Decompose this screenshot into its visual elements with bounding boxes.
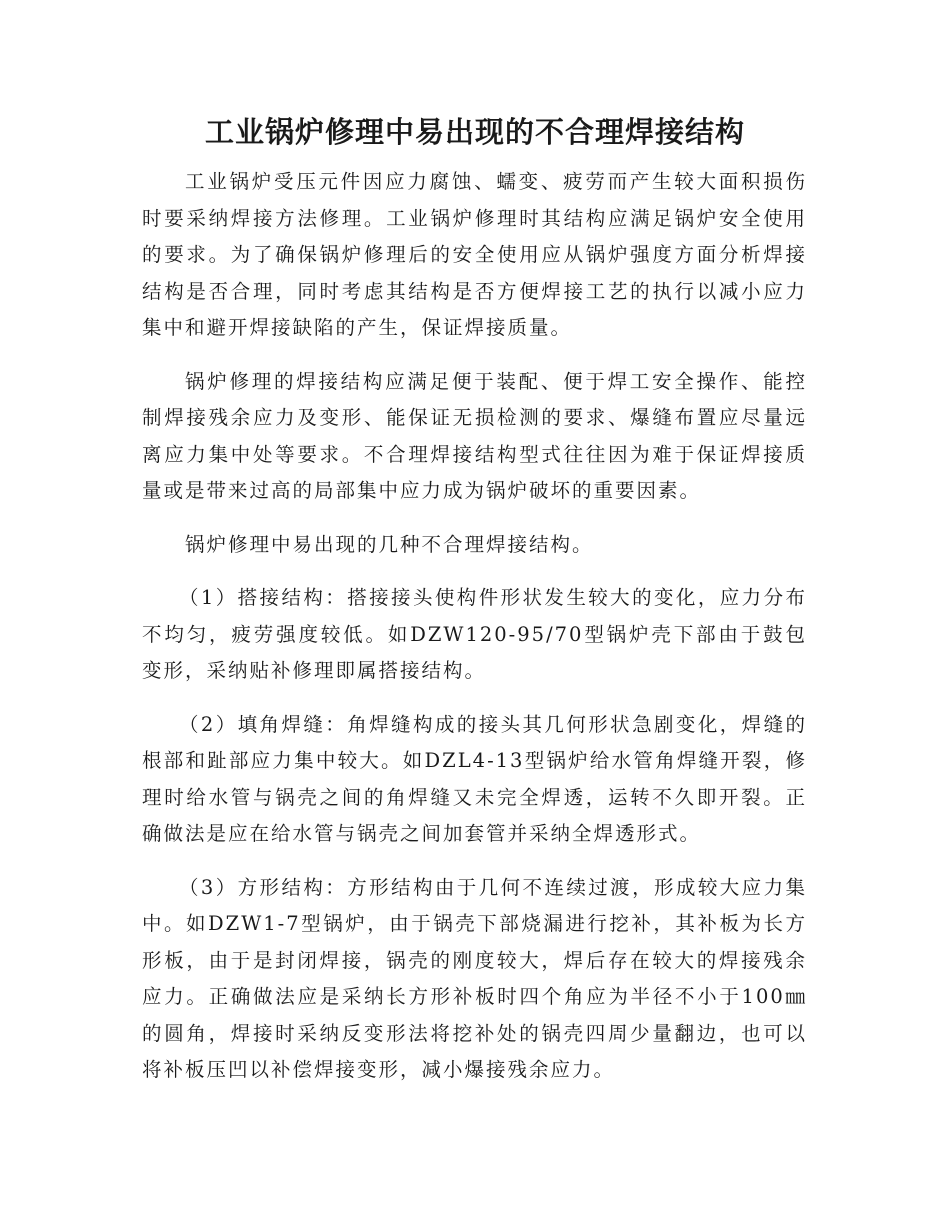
paragraph-fillet-weld: （2）填角焊缝：角焊缝构成的接头其几何形状急剧变化，焊缝的根部和趾部应力集中较大。如DZL4-13型锅炉给水管角焊缝开裂，修理时给水管与锅壳之间的角焊缝又未完全焊透，运转不久即开裂。正确做法是应在给水管与锅壳之间加套管并采纳全焊透形式。 [142, 712, 807, 845]
paragraph-intro: 工业锅炉受压元件因应力腐蚀、蠕变、疲劳而产生较大面积损伤时要采纳焊接方法修理。工业锅炉修理时其结构应满足锅炉安全使用的要求。为了确保锅炉修理后的安全使用应从锅炉强度方面分析焊接结构是否合理，同时考虑其结构是否方便焊接工艺的执行以减小应力集中和避开焊接缺陷的产生，保证焊接质量。 [142, 170, 807, 339]
document-title: 工业锅炉修理中易出现的不合理焊接结构 [204, 115, 745, 149]
paragraph-square-structure: （3）方形结构：方形结构由于几何不连续过渡，形成较大应力集中。如DZW1-7型锅炉，由于锅壳下部烧漏进行挖补，其补板为长方形板，由于是封闭焊接，锅壳的刚度较大，焊后存在较大的焊接残余应力。正确做法应是采纳长方形补板时四个角应为半径不小于100㎜的圆角，焊接时采纳反变形法将挖补处的锅壳四周少量翻边，也可以将补板压凹以补偿焊接变形，减小爆接残余应力。 [142, 875, 807, 1081]
paragraph-requirements: 锅炉修理的焊接结构应满足便于装配、便于焊工安全操作、能控制焊接残余应力及变形、能保证无损检测的要求、爆缝布置应尽量远离应力集中处等要求。不合理焊接结构型式往往因为难于保证焊接质量或是带来过高的局部集中应力成为锅炉破坏的重要因素。 [142, 369, 807, 502]
paragraph-lap-joint: （1）搭接结构：搭接接头使构件形状发生较大的变化，应力分布不均匀，疲劳强度较低。如DZW120-95/70型锅炉壳下部由于鼓包变形，采纳贴补修理即属搭接结构。 [142, 586, 807, 682]
paragraph-list-intro: 锅炉修理中易出现的几种不合理焊接结构。 [185, 532, 594, 556]
document-body [142, 164, 807, 1106]
